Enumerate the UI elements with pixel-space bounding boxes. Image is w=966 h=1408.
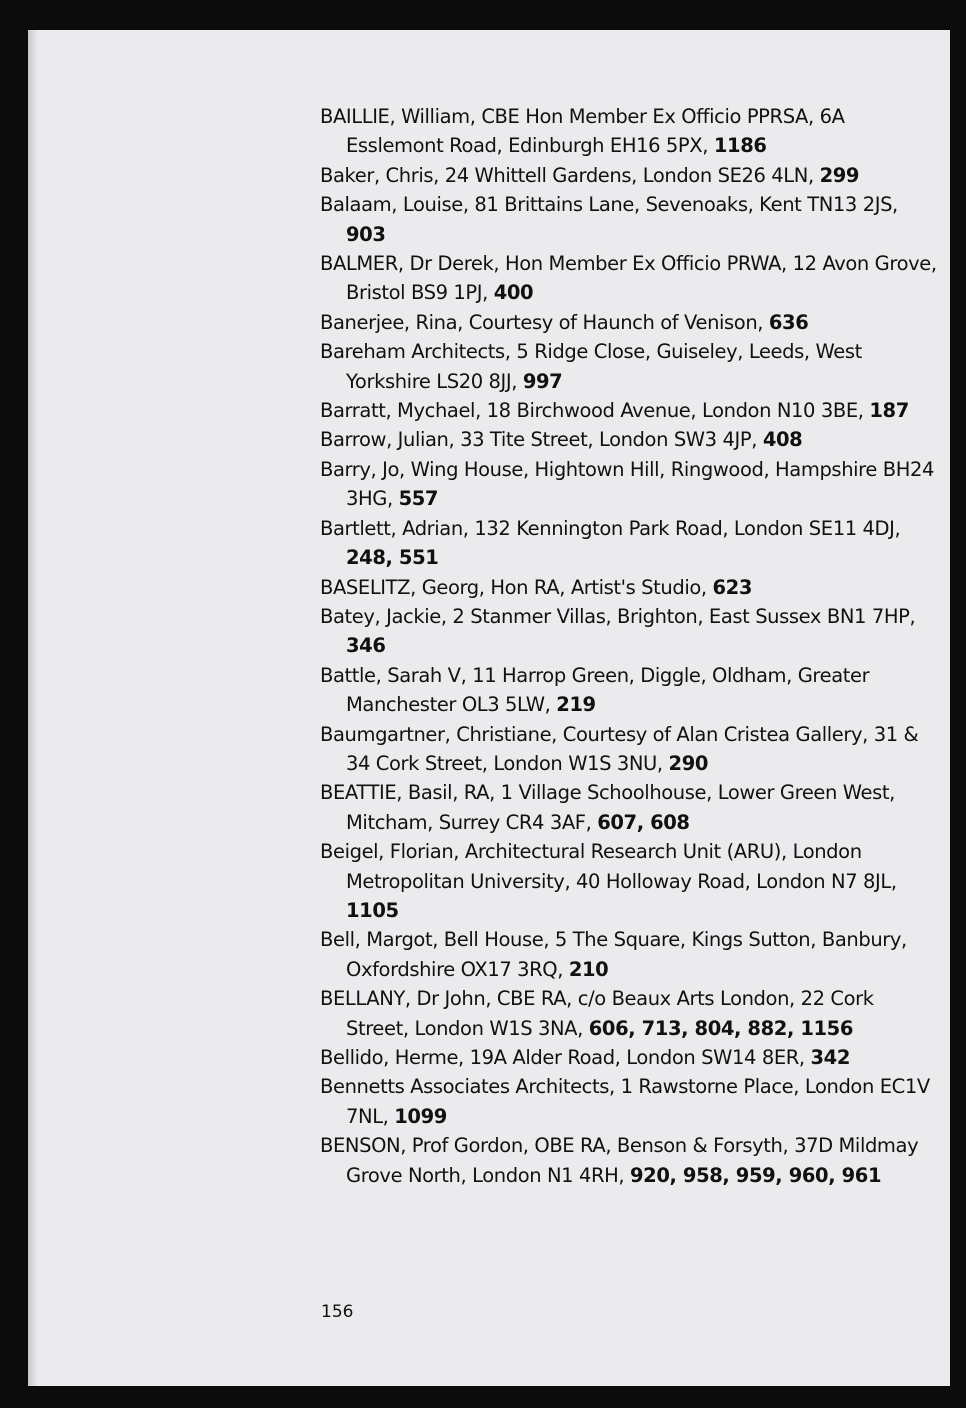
index-entry <box>320 425 940 454</box>
index-entry <box>320 514 940 573</box>
entry-text: Bell, Margot, Bell House, 5 The Square, Kings Sutton, Banbury, Oxfordshire OX17 3RQ, <box>320 928 907 981</box>
entry-text: BASELITZ, Georg, Hon RA, Artist's Studio, <box>320 575 713 599</box>
entry-pages: 607, 608 <box>597 810 690 834</box>
entry-text: Bareham Architects, 5 Ridge Close, Guiseley, Leeds, West Yorkshire LS20 8JJ, <box>320 340 862 393</box>
entry-text: BENSON, Prof Gordon, OBE RA, Benson & Forsyth, 37D Mildmay Grove North, London N1 4RH, <box>320 1134 919 1187</box>
entry-text: Bennetts Associates Architects, 1 Rawstorne Place, London EC1V 7NL, <box>320 1075 930 1128</box>
entry-pages: 400 <box>493 281 534 305</box>
index-entry <box>320 602 940 661</box>
entry-pages: 346 <box>346 634 386 658</box>
entry-pages: 903 <box>346 222 386 246</box>
entry-pages: 248, 551 <box>346 546 439 570</box>
index-entry <box>320 161 940 190</box>
page-gutter-shadow <box>28 30 38 1386</box>
book-page <box>28 30 950 1386</box>
entry-pages: 408 <box>762 428 803 452</box>
index-entry <box>320 1043 940 1072</box>
entry-pages: 219 <box>556 693 596 717</box>
entry-text: Baumgartner, Christiane, Courtesy of Alan Cristea Gallery, 31 & 34 Cork Street, London W1S 3NU, <box>320 722 919 775</box>
index-entry <box>320 249 940 308</box>
entry-pages: 210 <box>568 957 609 981</box>
entry-pages: 606, 713, 804, 882, 1156 <box>588 1016 854 1040</box>
index-entry <box>320 720 940 779</box>
index-entry <box>320 102 940 161</box>
entry-pages: 1105 <box>346 898 399 922</box>
index-entry <box>320 573 940 602</box>
index-entry <box>320 190 940 249</box>
entry-pages: 342 <box>810 1046 851 1069</box>
page-number: 156 <box>321 1302 354 1322</box>
entry-text: BEATTIE, Basil, RA, 1 Village Schoolhouse, Lower Green West, Mitcham, Surrey CR4 3AF, <box>320 781 895 834</box>
entry-pages: 997 <box>522 369 563 393</box>
entry-text: BALMER, Dr Derek, Hon Member Ex Officio PRWA, 12 Avon Grove, Bristol BS9 1PJ, <box>320 252 937 305</box>
entry-text: Bellido, Herme, 19A Alder Road, London SW14 8ER, <box>320 1046 811 1069</box>
entry-text: Baker, Chris, 24 Whittell Gardens, London SE26 4LN, <box>320 163 820 187</box>
index-entry <box>320 1131 940 1190</box>
index-entry <box>320 396 940 425</box>
entry-text: Batey, Jackie, 2 Stanmer Villas, Brighton, East Sussex BN1 7HP, <box>320 604 916 628</box>
entry-pages: 557 <box>398 487 439 511</box>
entry-text: Barratt, Mychael, 18 Birchwood Avenue, London N10 3BE, <box>320 399 870 423</box>
index-entry <box>320 1072 940 1131</box>
entry-pages: 290 <box>668 751 709 775</box>
entry-text: BAILLIE, William, CBE Hon Member Ex Officio PPRSA, 6A Esslemont Road, Edinburgh EH16 5PX, <box>320 105 845 158</box>
index-list <box>320 102 940 1190</box>
index-entry <box>320 661 940 720</box>
entry-pages: 299 <box>819 163 860 187</box>
entry-pages: 1099 <box>394 1104 447 1128</box>
entry-pages: 920, 958, 959, 960, 961 <box>630 1163 882 1187</box>
index-entry <box>320 837 940 925</box>
entry-pages: 636 <box>768 310 809 334</box>
entry-text: Balaam, Louise, 81 Brittains Lane, Sevenoaks, Kent TN13 2JS, <box>320 193 898 217</box>
entry-pages: 623 <box>712 575 752 599</box>
entry-pages: 187 <box>869 399 909 423</box>
index-entry <box>320 925 940 984</box>
index-entry <box>320 984 940 1043</box>
entry-text: Banerjee, Rina, Courtesy of Haunch of Venison, <box>320 310 769 334</box>
entry-text: BELLANY, Dr John, CBE RA, c/o Beaux Arts London, 22 Cork Street, London W1S 3NA, <box>320 987 874 1040</box>
index-entry <box>320 337 940 396</box>
entry-text: Battle, Sarah V, 11 Harrop Green, Diggle, Oldham, Greater Manchester OL3 5LW, <box>320 663 870 717</box>
index-entry <box>320 778 940 837</box>
entry-pages: 1186 <box>713 134 767 158</box>
index-entry <box>320 308 940 337</box>
entry-text: Bartlett, Adrian, 132 Kennington Park Road, London SE11 4DJ, <box>320 516 901 540</box>
entry-text: Beigel, Florian, Architectural Research Unit (ARU), London Metropolitan University, 40 Holloway Road, London N7 8JL, <box>320 840 897 893</box>
entry-text: Barrow, Julian, 33 Tite Street, London SW3 4JP, <box>320 428 763 452</box>
entry-text: Barry, Jo, Wing House, Hightown Hill, Ringwood, Hampshire BH24 3HG, <box>320 457 935 511</box>
index-entry <box>320 455 940 514</box>
